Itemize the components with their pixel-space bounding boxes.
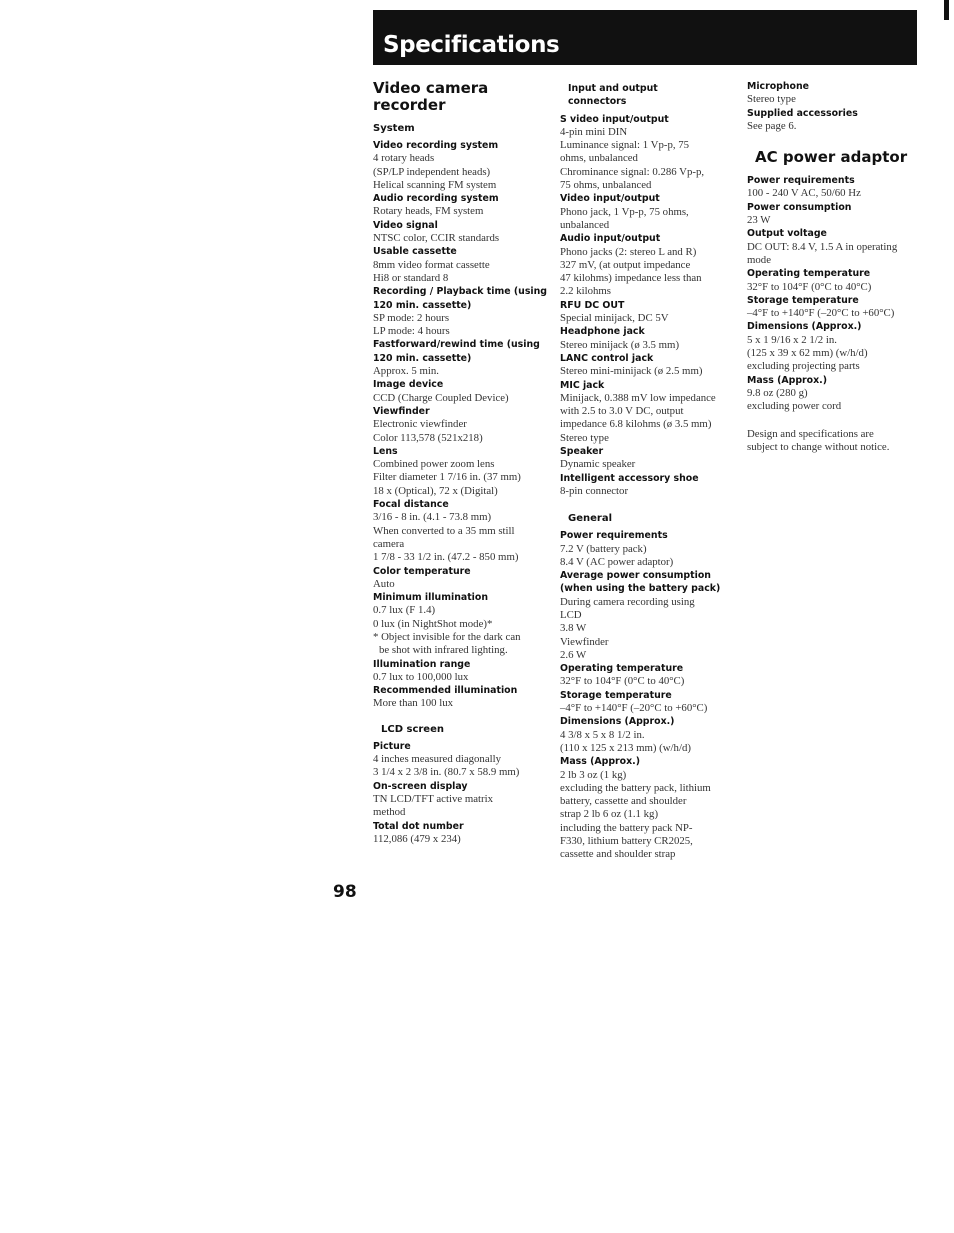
section-heading: AC power adaptor — [755, 148, 908, 167]
spec-value: More than 100 lux — [373, 697, 454, 710]
spec-term: S video input/output — [560, 113, 669, 125]
spec-value: Stereo minijack (ø 3.5 mm) — [560, 338, 680, 351]
spec-term: Dimensions (Approx.) — [747, 321, 862, 333]
spec-value: including the battery pack NP- — [560, 821, 693, 834]
spec-value: 4-pin mini DIN — [560, 125, 628, 138]
spec-value: Helical scanning FM system — [373, 178, 497, 191]
spec-value: Phono jack, 1 Vp-p, 75 ohms, — [560, 205, 689, 218]
spec-value: with 2.5 to 3.0 V DC, output — [560, 405, 684, 418]
spec-value: excluding power cord — [747, 400, 842, 413]
spec-value: 9.8 oz (280 g) — [747, 386, 808, 399]
spec-value: mode — [747, 253, 771, 266]
spec-term: RFU DC OUT — [560, 299, 625, 311]
spec-value: be shot with infrared lighting. — [379, 644, 508, 657]
spec-term: Recommended illumination — [373, 685, 518, 697]
spec-value: Special minijack, DC 5V — [560, 312, 669, 325]
spec-term: Microphone — [747, 81, 810, 92]
spec-value: Approx. 5 min. — [373, 365, 439, 378]
spec-value: (125 x 39 x 62 mm) (w/h/d) — [747, 347, 868, 360]
spec-value: 75 ohms, unbalanced — [560, 179, 652, 192]
spec-value: LCD — [560, 608, 582, 621]
spec-value: SP mode: 2 hours — [373, 311, 450, 324]
section-heading: recorder — [373, 96, 446, 114]
spec-value: Stereo mini-minijack (ø 2.5 mm) — [560, 365, 703, 378]
spec-value: 8mm video format cassette — [373, 258, 490, 271]
spec-term: MIC jack — [560, 379, 605, 391]
subsection-heading: LCD screen — [381, 723, 444, 735]
spec-term: Power requirements — [747, 175, 855, 187]
spec-value: (110 x 125 x 213 mm) (w/h/d) — [560, 741, 691, 754]
spec-value: (SP/LP independent heads) — [373, 165, 491, 178]
spec-term: Usable cassette — [373, 246, 457, 258]
spec-value: Minijack, 0.388 mV low impedance — [560, 391, 716, 404]
spec-value: Viewfinder — [560, 635, 609, 648]
spec-term: Power consumption — [747, 201, 852, 213]
spec-value: battery, cassette and shoulder — [560, 795, 687, 808]
title-banner — [373, 10, 917, 65]
spec-value: excluding the battery pack, lithium — [560, 781, 711, 794]
spec-value: Chrominance signal: 0.286 Vp-p, — [560, 165, 705, 178]
spec-value: * Object invisible for the dark can — [373, 630, 521, 643]
spec-value: Design and specifications are — [747, 427, 874, 440]
spec-column-1 — [373, 80, 551, 846]
spec-term: Fastforward/rewind time (using — [373, 339, 540, 351]
spec-value: 23 W — [747, 214, 771, 227]
spec-value: Phono jacks (2: stereo L and R) — [560, 245, 697, 258]
spec-term: On-screen display — [373, 780, 468, 792]
spec-value: impedance 6.8 kilohms (ø 3.5 mm) — [560, 418, 712, 431]
spec-value: During camera recording using — [560, 595, 695, 608]
spec-term: Speaker — [560, 446, 604, 458]
spec-value: Electronic viewfinder — [373, 418, 467, 431]
spec-value: Luminance signal: 1 Vp-p, 75 — [560, 139, 690, 152]
spec-term: Storage temperature — [560, 689, 672, 701]
spec-value: 4 3/8 x 5 x 8 1/2 in. — [560, 728, 645, 741]
page-edge-mark — [944, 0, 949, 20]
spec-term: connectors — [568, 96, 627, 108]
spec-term: Operating temperature — [560, 663, 684, 675]
spec-value: camera — [373, 537, 405, 550]
spec-term: Illumination range — [373, 658, 471, 670]
spec-value: –4°F to +140°F (–20°C to +60°C) — [747, 307, 895, 320]
spec-value: 4 inches measured diagonally — [373, 753, 502, 766]
spec-value: 112,086 (479 x 234) — [373, 832, 461, 845]
spec-value: 47 kilohms) impedance less than — [560, 272, 702, 285]
spec-column-2 — [560, 80, 738, 862]
spec-value: 3/16 - 8 in. (4.1 - 73.8 mm) — [373, 511, 492, 524]
page-number: 98 — [333, 882, 357, 902]
spec-term: 120 min. cassette) — [373, 352, 472, 364]
subsection-heading: System — [373, 123, 415, 134]
spec-value: Auto — [373, 577, 395, 590]
spec-term: Video recording system — [373, 140, 499, 151]
spec-term: Dimensions (Approx.) — [560, 716, 675, 728]
spec-term: Power requirements — [560, 530, 668, 542]
subsection-heading: General — [568, 513, 612, 525]
spec-value: 2 lb 3 oz (1 kg) — [560, 768, 627, 781]
spec-value: Combined power zoom lens — [373, 458, 495, 471]
spec-value: 0.7 lux (F 1.4) — [373, 604, 436, 617]
spec-value: 327 mV, (at output impedance — [560, 258, 691, 271]
spec-term: (when using the battery pack) — [560, 583, 721, 595]
spec-term: Total dot number — [373, 820, 464, 832]
spec-value: F330, lithium battery CR2025, — [560, 835, 693, 848]
spec-term: Color temperature — [373, 565, 471, 577]
spec-value: 100 - 240 V AC, 50/60 Hz — [747, 187, 861, 200]
spec-value: 3.8 W — [560, 622, 587, 635]
spec-term: Mass (Approx.) — [747, 374, 827, 386]
spec-value: LP mode: 4 hours — [373, 325, 450, 338]
spec-value: 8-pin connector — [560, 484, 629, 497]
spec-value: 0.7 lux to 100,000 lux — [373, 670, 469, 683]
spec-term: Supplied accessories — [747, 107, 858, 119]
spec-value: CCD (Charge Coupled Device) — [373, 391, 509, 404]
spec-term: Video signal — [373, 219, 438, 231]
spec-value: strap 2 lb 6 oz (1.1 kg) — [560, 808, 659, 821]
section-heading: Video camera — [373, 79, 489, 97]
spec-term: Recording / Playback time (using — [373, 286, 548, 298]
spec-value: 1 7/8 - 33 1/2 in. (47.2 - 850 mm) — [373, 551, 519, 564]
spec-value: cassette and shoulder strap — [560, 848, 676, 861]
spec-value: unbalanced — [560, 218, 610, 231]
spec-value: excluding projecting parts — [747, 360, 860, 373]
spec-value: 0 lux (in NightShot mode)* — [373, 617, 493, 630]
spec-term: Minimum illumination — [373, 592, 489, 604]
spec-term: Mass (Approx.) — [560, 756, 640, 768]
page-title: Specifications — [383, 32, 560, 58]
spec-term: Audio input/output — [560, 233, 661, 245]
spec-value: 2.6 W — [560, 648, 587, 661]
spec-term: Audio recording system — [373, 193, 499, 205]
spec-value: –4°F to +140°F (–20°C to +60°C) — [560, 702, 708, 715]
spec-value: subject to change without notice. — [747, 440, 890, 453]
spec-term: Focal distance — [373, 499, 449, 511]
spec-value: Dynamic speaker — [560, 458, 636, 471]
spec-term: Image device — [373, 379, 444, 391]
spec-value: ohms, unbalanced — [560, 152, 638, 165]
spec-term: Viewfinder — [373, 405, 430, 417]
spec-term: 120 min. cassette) — [373, 299, 472, 311]
spec-value: NTSC color, CCIR standards — [373, 232, 500, 245]
spec-value: TN LCD/TFT active matrix — [373, 792, 494, 805]
spec-value: 3 1/4 x 2 3/8 in. (80.7 x 58.9 mm) — [373, 766, 520, 779]
spec-term: Input and output — [568, 83, 658, 94]
spec-value: 7.2 V (battery pack) — [560, 542, 647, 555]
spec-value: 8.4 V (AC power adaptor) — [560, 555, 674, 568]
spec-value: DC OUT: 8.4 V, 1.5 A in operating — [747, 240, 898, 253]
spec-value: When converted to a 35 mm still — [373, 524, 515, 537]
spec-term: Intelligent accessory shoe — [560, 472, 699, 484]
spec-value: Filter diameter 1 7/16 in. (37 mm) — [373, 471, 521, 484]
spec-value: method — [373, 806, 406, 819]
spec-term: Storage temperature — [747, 294, 859, 306]
spec-column-3 — [747, 80, 917, 454]
spec-value: 4 rotary heads — [373, 152, 435, 165]
spec-term: Lens — [373, 445, 398, 457]
spec-value: Hi8 or standard 8 — [373, 271, 449, 284]
spec-term: LANC control jack — [560, 352, 654, 364]
spec-value: See page 6. — [747, 119, 797, 132]
spec-value: 2.2 kilohms — [560, 285, 611, 298]
spec-value: 18 x (Optical), 72 x (Digital) — [373, 484, 498, 497]
spec-value: 5 x 1 9/16 x 2 1/2 in. — [747, 333, 837, 346]
spec-term: Output voltage — [747, 228, 827, 240]
spec-term: Headphone jack — [560, 326, 645, 338]
spec-value: Color 113,578 (521x218) — [373, 431, 483, 444]
spec-value: 32°F to 104°F (0°C to 40°C) — [747, 280, 872, 293]
spec-term: Video input/output — [560, 193, 660, 205]
spec-value: Stereo type — [747, 93, 796, 106]
spec-value: 32°F to 104°F (0°C to 40°C) — [560, 675, 685, 688]
spec-term: Picture — [373, 740, 411, 752]
spec-value: Rotary heads, FM system — [373, 205, 484, 218]
spec-term: Operating temperature — [747, 268, 871, 280]
spec-value: Stereo type — [560, 431, 609, 444]
spec-term: Average power consumption — [560, 570, 711, 582]
